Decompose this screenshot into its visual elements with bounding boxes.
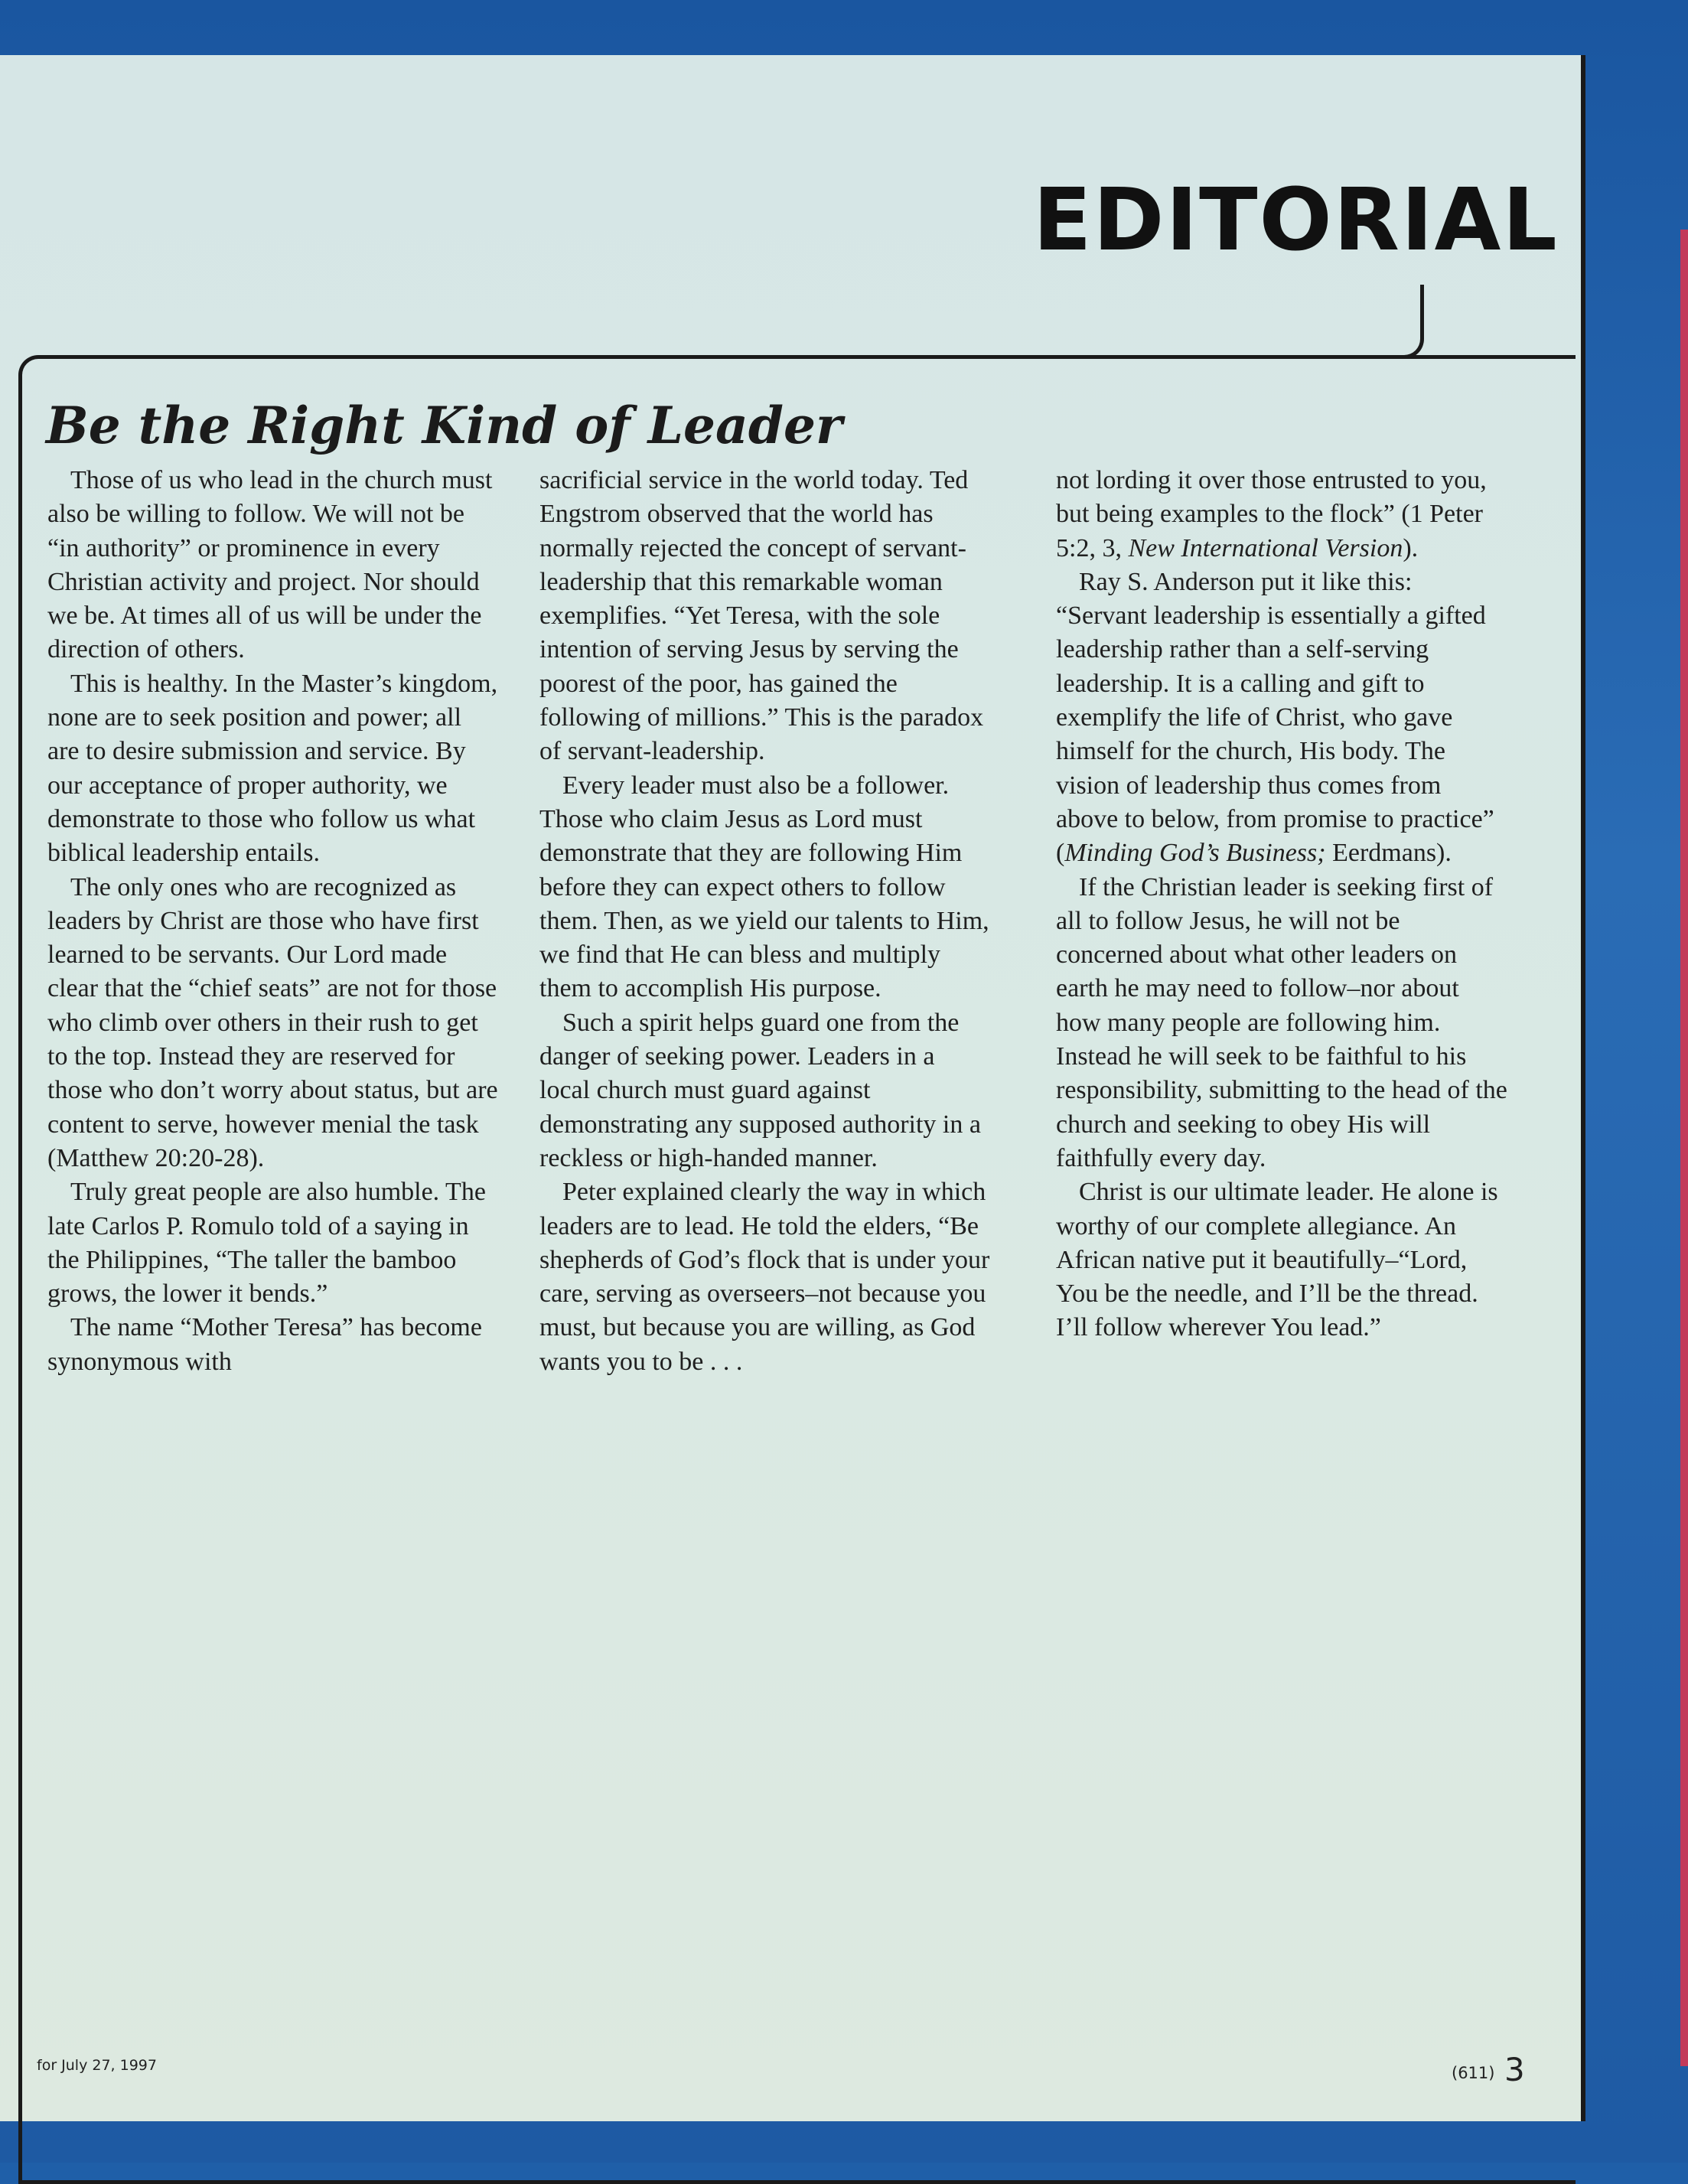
paragraph: If the Christian leader is seeking first of all to follow Jesus, he will not be concerned about what other leaders on earth he may need to follow–nor about how many people are following him. Instead he will seek to be faithful to his responsibility, submitting to the head of the church and seeking to obey His will faithfully every day. <box>1056 872 1507 1172</box>
paragraph: Those of us who lead in the church must also be willing to follow. We will not be “in authority” or prominence in every Christian activity and project. Nor should we be. At times all of us will be under the direction of others. <box>47 466 493 664</box>
paragraph <box>1056 566 1507 871</box>
citation-italic: Minding God’s Business; <box>1064 839 1326 868</box>
page-number: 3 <box>1504 2051 1525 2088</box>
header-curve-line <box>1393 285 1424 359</box>
text-column-2 <box>539 464 991 1379</box>
page-edge <box>1680 230 1688 2066</box>
article-title: Be the Right Kind of Leader <box>46 396 842 455</box>
section-logo: EDITORIAL <box>1033 171 1559 270</box>
paragraph: Christ is our ultimate leader. He alone is worthy of our complete allegiance. An African native put it beautifully–“Lord, You be the needle, and I’ll be the thread. I’ll follow wherever You lead.” <box>1056 1178 1498 1342</box>
paragraph: Truly great people are also humble. The late Carlos P. Romulo told of a saying in the Philippines, “The taller the bamboo grows, the lower it bends.” <box>47 1178 486 1309</box>
citation-italic: New International Version <box>1128 533 1403 562</box>
paragraph: Every leader must also be a follower. Those who claim Jesus as Lord must demonstrate that they are following Him before they can expect others to follow them. Then, as we yield our talents to Him, we find that He can bless and multiply them to accomplish His purpose. <box>539 771 989 1003</box>
issue-date: for July 27, 1997 <box>37 2057 157 2074</box>
text-span: not lording it over those entrusted to you, but being examples to the flock” (1 Peter 5:2, 3, <box>1056 466 1487 562</box>
paragraph: This is healthy. In the Master’s kingdom, none are to seek position and power; all are to desire submission and service. By our acceptance of proper authority, we demonstrate to those who follow us what biblical leadership entails. <box>47 669 498 868</box>
text-column-3 <box>1056 464 1507 1345</box>
paragraph: Such a spirit helps guard one from the danger of seeking power. Leaders in a local church must guard against demonstrating any supposed authority in a reckless or high-handed manner. <box>539 1008 981 1172</box>
page-code: (611) <box>1452 2064 1495 2082</box>
text-span: Eerdmans). <box>1325 839 1452 868</box>
text-column-1 <box>47 464 499 1379</box>
paragraph: The name “Mother Teresa” has become synonymous with <box>47 1313 482 1376</box>
paragraph <box>1056 464 1507 566</box>
paragraph: Peter explained clearly the way in which leaders are to lead. He told the elders, “Be shepherds of God’s flock that is under your care, serving as overseers–not because you must, but because you are willing, as God wants you to be . . . <box>539 1178 990 1376</box>
paragraph: sacrificial service in the world today. Ted Engstrom observed that the world has normally rejected the concept of servant-leadership that this remarkable woman exemplifies. “Yet Teresa, with the sole intention of serving Jesus by serving the poorest of the poor, has gained the following of millions.” This is the paradox of servant-leadership. <box>539 466 984 766</box>
text-span: ). <box>1403 533 1419 562</box>
text-span: Ray S. Anderson put it like this: “Servant leadership is essentially a gifted leadership rather than a self-serving leadership. It is a calling and gift to exemplify the life of Christ, who gave himself for the church, His body. The vision of leadership thus comes from above to below, from promise to practice” ( <box>1056 567 1494 868</box>
paragraph: The only ones who are recognized as leaders by Christ are those who have first learned to be servants. Our Lord made clear that the “chief seats” are not for those who climb over others in their rush to get to the top. Instead they are reserved for those who don’t worry about status, but are content to serve, however menial the task (Matthew 20:20-28). <box>47 872 498 1172</box>
